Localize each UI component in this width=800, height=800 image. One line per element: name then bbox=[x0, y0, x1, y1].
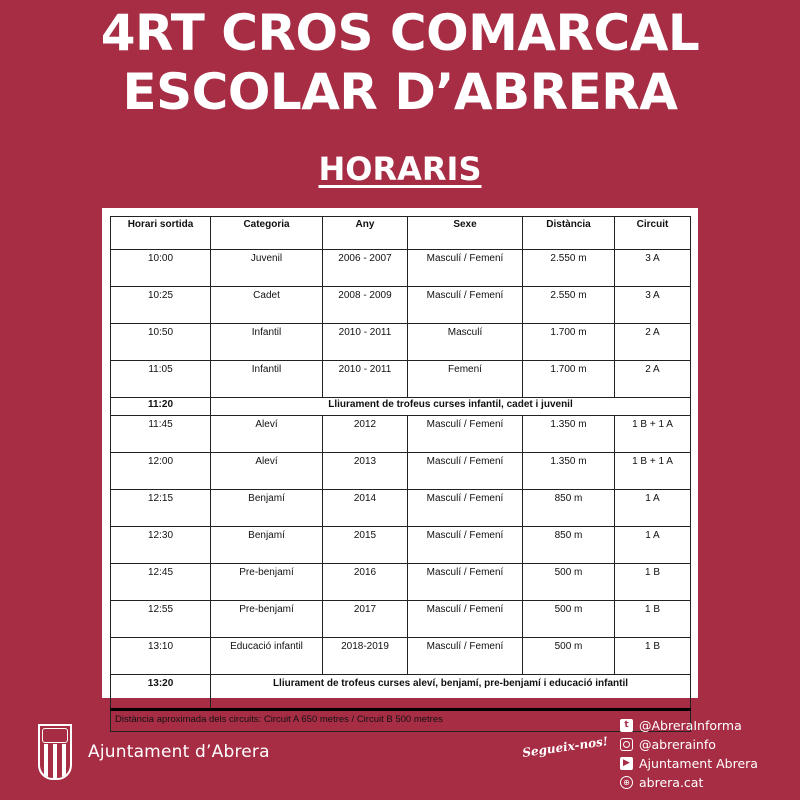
time-cell: 10:00 bbox=[111, 250, 211, 287]
globe-icon: ⊕ bbox=[620, 776, 633, 789]
page-title bbox=[0, 4, 800, 122]
category-cell: Infantil bbox=[211, 324, 323, 361]
time-cell: 11:05 bbox=[111, 361, 211, 398]
category-cell: Pre-benjamí bbox=[211, 564, 323, 601]
time-cell: 12:15 bbox=[111, 490, 211, 527]
title-line-2: ESCOLAR D’ABRERA bbox=[122, 63, 678, 121]
circuit-cell: 1 B bbox=[615, 564, 691, 601]
table-row bbox=[111, 601, 691, 638]
column-header: Categoria bbox=[211, 217, 323, 250]
circuit-cell: 1 A bbox=[615, 490, 691, 527]
year-cell: 2017 bbox=[323, 601, 408, 638]
distance-cell: 500 m bbox=[523, 564, 615, 601]
time-cell: 11:45 bbox=[111, 416, 211, 453]
table-row bbox=[111, 416, 691, 453]
table-header-row bbox=[111, 217, 691, 250]
title-line-1: 4RT CROS COMARCAL bbox=[100, 4, 700, 62]
circuit-cell: 3 A bbox=[615, 250, 691, 287]
circuit-cell: 1 B + 1 A bbox=[615, 416, 691, 453]
table-row bbox=[111, 453, 691, 490]
time-cell: 11:20 bbox=[111, 398, 211, 416]
subtitle-text: HORARIS bbox=[318, 150, 482, 188]
category-cell: Infantil bbox=[211, 361, 323, 398]
table-row bbox=[111, 361, 691, 398]
column-header: Horari sortida bbox=[111, 217, 211, 250]
awards-row bbox=[111, 675, 691, 710]
subtitle bbox=[0, 149, 800, 189]
sex-cell: Masculí / Femení bbox=[408, 638, 523, 675]
social-handle: Ajuntament Abrera bbox=[639, 756, 758, 771]
sex-cell: Masculí / Femení bbox=[408, 287, 523, 324]
year-cell: 2018-2019 bbox=[323, 638, 408, 675]
category-cell: Aleví bbox=[211, 453, 323, 490]
time-cell: 12:00 bbox=[111, 453, 211, 490]
time-cell: 10:50 bbox=[111, 324, 211, 361]
year-cell: 2010 - 2011 bbox=[323, 324, 408, 361]
website-text: abrera.cat bbox=[639, 775, 704, 790]
year-cell: 2013 bbox=[323, 453, 408, 490]
distance-cell: 1.350 m bbox=[523, 416, 615, 453]
circuit-distance-note: Distància aproximada dels circuits: Circuit A 650 metres / Circuit B 500 metres bbox=[111, 710, 691, 732]
table-row bbox=[111, 324, 691, 361]
sex-cell: Masculí / Femení bbox=[408, 453, 523, 490]
year-cell: 2012 bbox=[323, 416, 408, 453]
year-cell: 2014 bbox=[323, 490, 408, 527]
category-cell: Benjamí bbox=[211, 527, 323, 564]
circuit-cell: 1 B bbox=[615, 638, 691, 675]
sex-cell: Masculí / Femení bbox=[408, 250, 523, 287]
sex-cell: Masculí / Femení bbox=[408, 416, 523, 453]
distance-cell: 850 m bbox=[523, 490, 615, 527]
distance-cell: 500 m bbox=[523, 601, 615, 638]
category-cell: Benjamí bbox=[211, 490, 323, 527]
sex-cell: Femení bbox=[408, 361, 523, 398]
social-link-instagram[interactable] bbox=[620, 735, 758, 754]
column-header: Sexe bbox=[408, 217, 523, 250]
distance-cell: 2.550 m bbox=[523, 250, 615, 287]
column-header: Any bbox=[323, 217, 408, 250]
instagram-icon bbox=[620, 738, 633, 751]
category-cell: Juvenil bbox=[211, 250, 323, 287]
distance-cell: 1.700 m bbox=[523, 324, 615, 361]
distance-cell: 1.350 m bbox=[523, 453, 615, 490]
category-cell: Educació infantil bbox=[211, 638, 323, 675]
schedule-table bbox=[110, 216, 691, 732]
awards-text: Lliurament de trofeus curses aleví, benjamí, pre-benjamí i educació infantil bbox=[211, 675, 691, 710]
time-cell: 12:45 bbox=[111, 564, 211, 601]
distance-cell: 850 m bbox=[523, 527, 615, 564]
circuit-cell: 3 A bbox=[615, 287, 691, 324]
category-cell: Cadet bbox=[211, 287, 323, 324]
follow-us-label: Segueix-nos! bbox=[521, 734, 609, 760]
year-cell: 2006 - 2007 bbox=[323, 250, 408, 287]
table-row bbox=[111, 490, 691, 527]
time-cell: 12:30 bbox=[111, 527, 211, 564]
time-cell: 10:25 bbox=[111, 287, 211, 324]
social-handle: @abrerainfo bbox=[639, 737, 716, 752]
schedule-sheet bbox=[102, 208, 698, 725]
circuit-cell: 1 A bbox=[615, 527, 691, 564]
sex-cell: Masculí / Femení bbox=[408, 564, 523, 601]
social-link-twitter[interactable] bbox=[620, 716, 758, 735]
social-handle: @AbreraInforma bbox=[639, 718, 742, 733]
table-row bbox=[111, 527, 691, 564]
circuit-cell: 1 B + 1 A bbox=[615, 453, 691, 490]
table-row bbox=[111, 250, 691, 287]
distance-cell: 2.550 m bbox=[523, 287, 615, 324]
time-cell: 13:20 bbox=[111, 675, 211, 710]
time-cell: 12:55 bbox=[111, 601, 211, 638]
table-row bbox=[111, 638, 691, 675]
social-links bbox=[620, 716, 758, 792]
year-cell: 2008 - 2009 bbox=[323, 287, 408, 324]
table-row bbox=[111, 287, 691, 324]
sex-cell: Masculí / Femení bbox=[408, 490, 523, 527]
awards-text: Lliurament de trofeus curses infantil, cadet i juvenil bbox=[211, 398, 691, 416]
youtube-icon: ▶ bbox=[620, 757, 633, 770]
awards-row bbox=[111, 398, 691, 416]
town-hall-brand bbox=[38, 722, 270, 782]
sex-cell: Masculí bbox=[408, 324, 523, 361]
year-cell: 2010 - 2011 bbox=[323, 361, 408, 398]
social-link-youtube[interactable] bbox=[620, 754, 758, 773]
sex-cell: Masculí / Femení bbox=[408, 527, 523, 564]
sex-cell: Masculí / Femení bbox=[408, 601, 523, 638]
circuit-cell: 2 A bbox=[615, 361, 691, 398]
distance-cell: 500 m bbox=[523, 638, 615, 675]
year-cell: 2016 bbox=[323, 564, 408, 601]
twitter-icon: t bbox=[620, 719, 633, 732]
category-cell: Pre-benjamí bbox=[211, 601, 323, 638]
circuit-cell: 1 B bbox=[615, 601, 691, 638]
time-cell: 13:10 bbox=[111, 638, 211, 675]
category-cell: Aleví bbox=[211, 416, 323, 453]
table-row bbox=[111, 564, 691, 601]
year-cell: 2015 bbox=[323, 527, 408, 564]
column-header: Circuit bbox=[615, 217, 691, 250]
circuit-cell: 2 A bbox=[615, 324, 691, 361]
coat-of-arms-icon bbox=[38, 724, 72, 780]
website-link[interactable] bbox=[620, 773, 758, 792]
column-header: Distància bbox=[523, 217, 615, 250]
town-hall-name: Ajuntament d’Abrera bbox=[88, 742, 270, 762]
distance-cell: 1.700 m bbox=[523, 361, 615, 398]
